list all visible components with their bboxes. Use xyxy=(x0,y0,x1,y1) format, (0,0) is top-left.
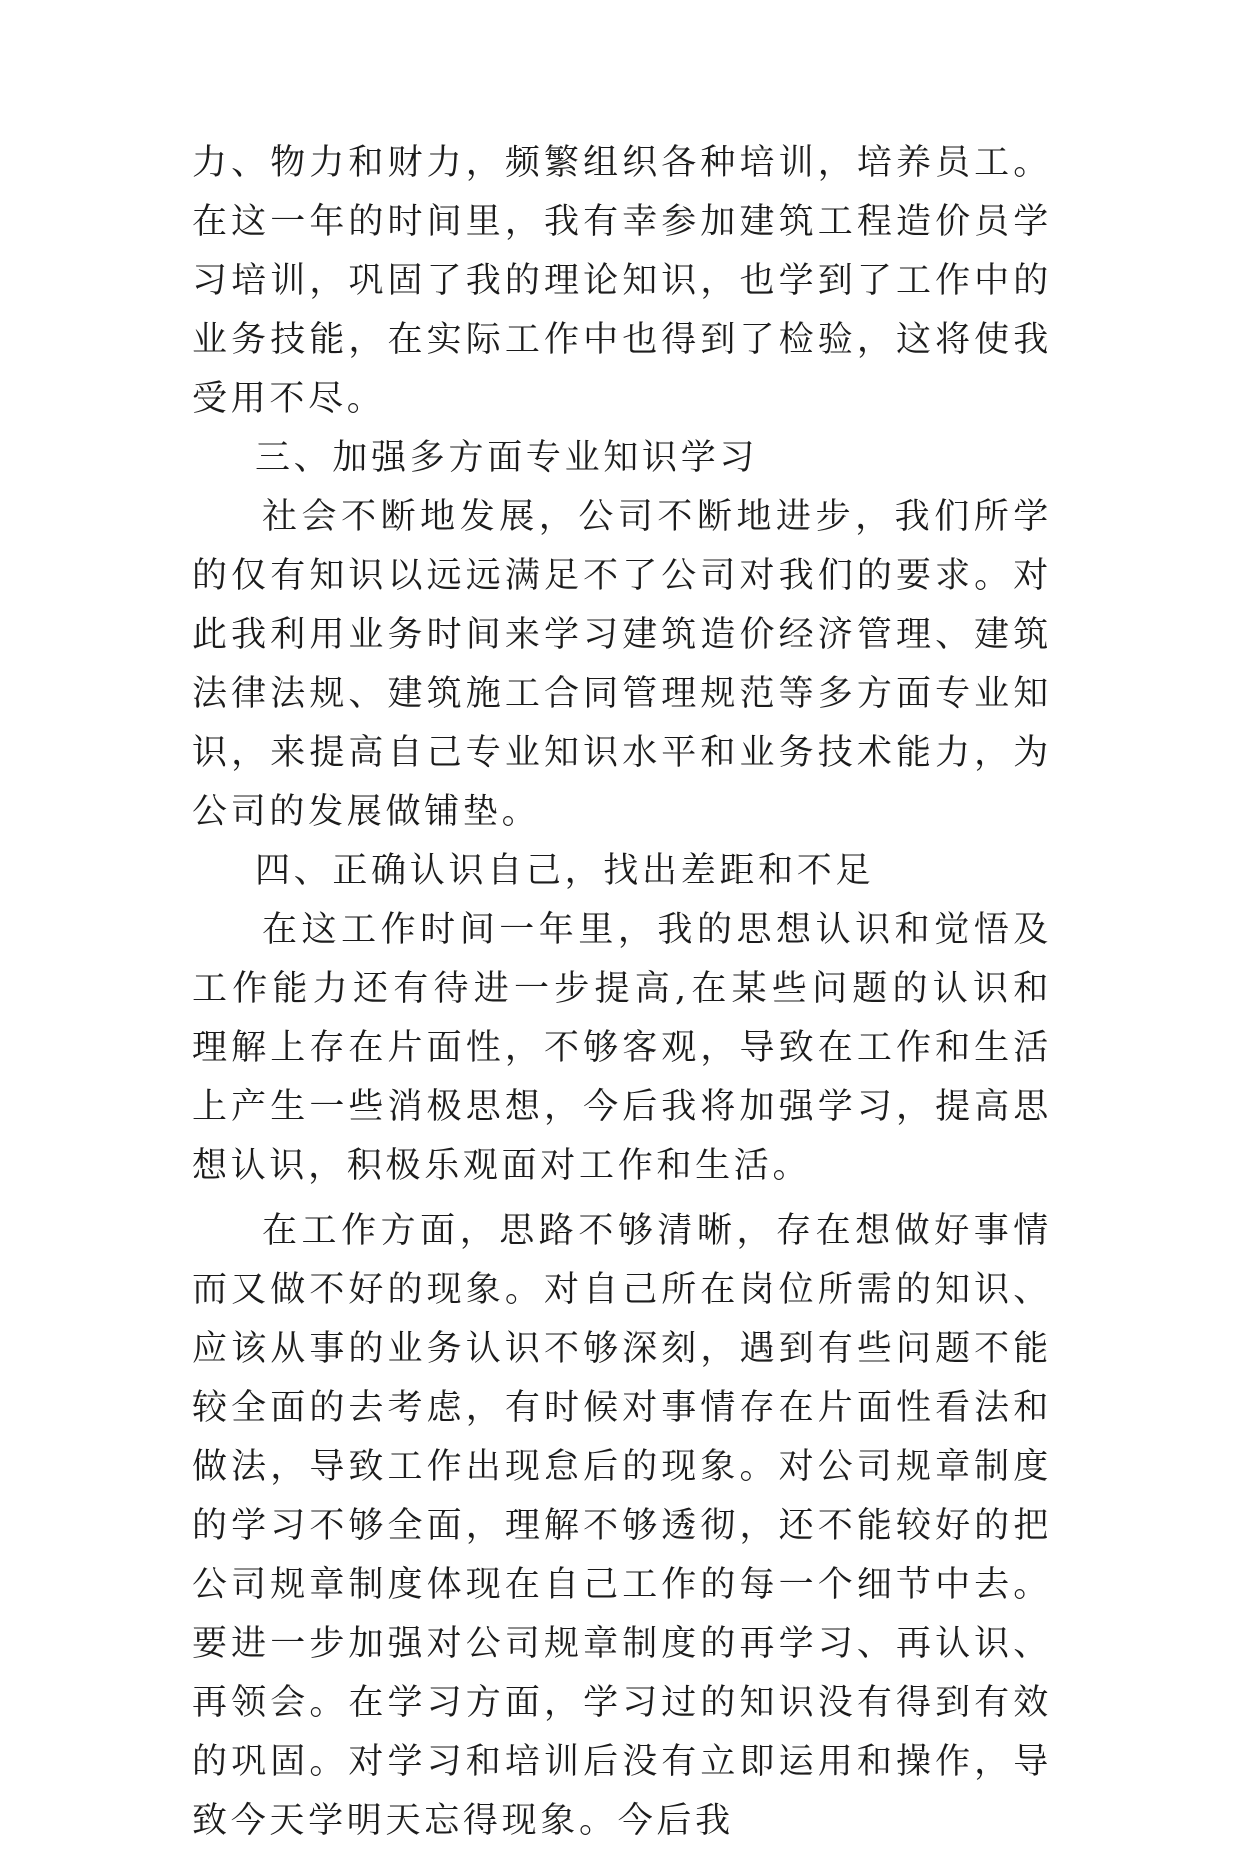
paragraph-self-awareness: 在这工作时间一年里，我的思想认识和觉悟及工作能力还有待进一步提高,在某些问题的认识和理解上存在片面性，不够客观，导致在工作和生活上产生一些消极思想，今后我将加强学习，提高思想认识，积极乐观面对工作和生活。 xyxy=(192,910,1052,1186)
document-page xyxy=(192,134,1052,1851)
paragraph-work-shortcomings: 在工作方面，思路不够清晰，存在想做好事情而又做不好的现象。对自己所在岗位所需的知识、应该从事的业务认识不够深刻，遇到有些问题不能较全面的去考虑，有时候对事情存在片面性看法和做法，导致工作出现怠后的现象。对公司规章制度的学习不够全面，理解不够透彻，还不能较好的把公司规章制度体现在自己工作的每一个细节中去。要进一步加强对公司规章制度的再学习、再认识、再领会。在学习方面，学习过的知识没有得到有效的巩固。对学习和培训后没有立即运用和操作，导致今天学明天忘得现象。今后我 xyxy=(192,1211,1052,1841)
paragraph-professional-study: 社会不断地发展，公司不断地进步，我们所学的仅有知识以远远满足不了公司对我们的要求。对此我利用业务时间来学习建筑造价经济管理、建筑法律法规、建筑施工合同管理规范等多方面专业知识，来提高自己专业知识水平和业务技术能力，为公司的发展做铺垫。 xyxy=(192,497,1052,832)
section-heading-3: 三、加强多方面专业知识学习 xyxy=(255,438,759,478)
section-heading-4: 四、正确认识自己，找出差距和不足 xyxy=(255,851,875,891)
paragraph-training: 力、物力和财力，频繁组织各种培训，培养员工。在这一年的时间里，我有幸参加建筑工程造价员学习培训，巩固了我的理论知识，也学到了工作中的业务技能，在实际工作中也得到了检验，这将使我受用不尽。 xyxy=(192,143,1052,419)
